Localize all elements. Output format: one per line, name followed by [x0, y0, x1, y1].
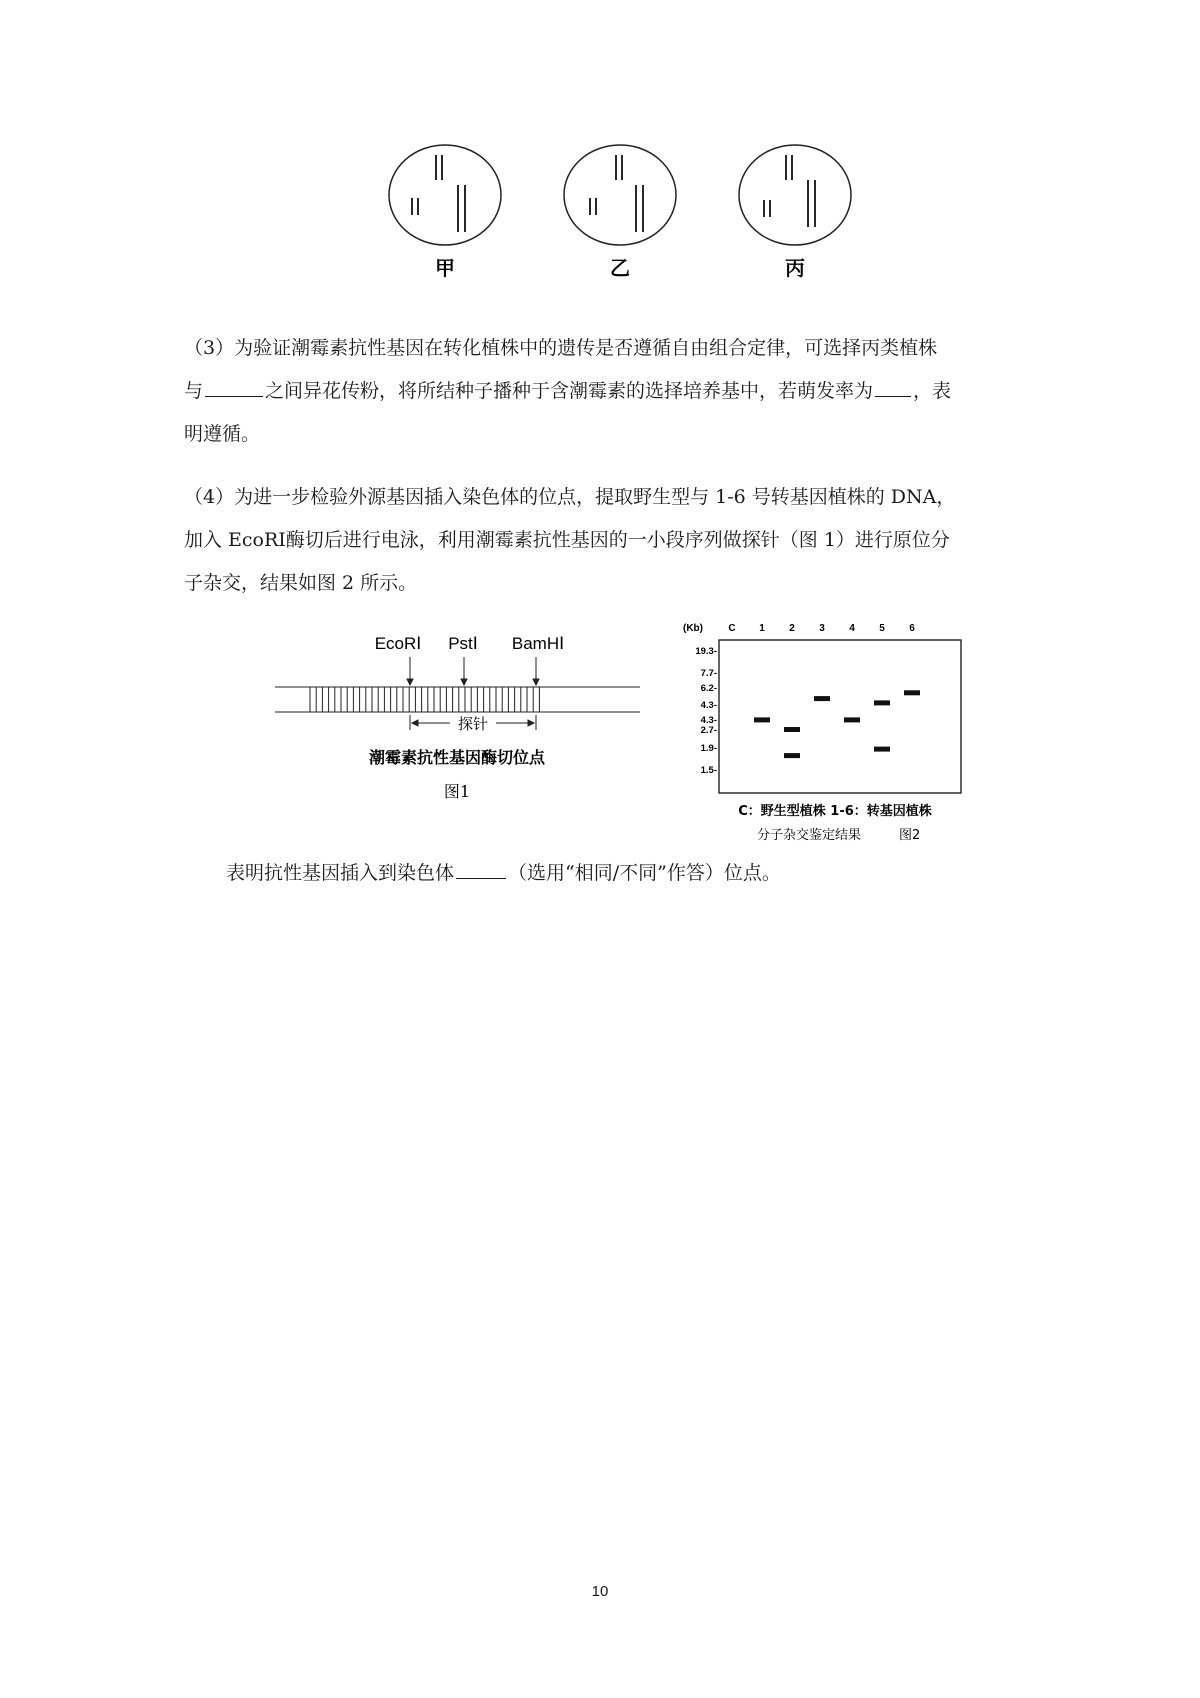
cell-jia-label: 甲 [435, 256, 455, 280]
enzyme-label-bamhi: BamHⅠ [511, 634, 565, 653]
size-marker-0: 19.3- [695, 646, 717, 657]
page-number: 10 [591, 1583, 609, 1600]
question-4-line-3: 子杂交，结果如图 2 所示。 [184, 572, 418, 594]
band-lane-6-7 [904, 690, 920, 695]
size-marker-1: 7.7- [700, 668, 717, 679]
figure-2-caption: 图2 [899, 828, 921, 843]
unit-label: (Kb) [683, 623, 703, 634]
answer-blank-germination-rate[interactable] [875, 377, 911, 397]
question-3-text-a: 与 [184, 380, 204, 402]
size-marker-5: 2.7- [700, 725, 717, 736]
size-marker-7: 1.5- [700, 765, 717, 776]
band-lane-5-6 [874, 747, 890, 752]
band-lane-2-2 [784, 753, 800, 758]
band-lane-4-4 [844, 717, 860, 722]
cell-bing [739, 145, 851, 280]
enzyme-label-psti: PstⅠ [448, 634, 478, 653]
band-lane-2-1 [784, 727, 800, 732]
answer-blank-insertion-site[interactable] [456, 859, 506, 879]
answer-line [226, 853, 1046, 893]
size-marker-4: 4.3- [700, 715, 717, 726]
lane-label-4: 4 [849, 623, 855, 634]
lane-label-1: 1 [759, 623, 765, 634]
cell-yi-chromosomes [590, 155, 643, 232]
size-markers [695, 646, 717, 776]
gel-bands [754, 690, 920, 758]
size-marker-2: 6.2- [700, 683, 717, 694]
gel-frame [719, 640, 961, 793]
lane-label-6: 6 [909, 623, 915, 634]
cell-yi [564, 145, 676, 280]
enzyme-label-ecori: EcoRⅠ [374, 634, 422, 653]
dna-strand [275, 687, 640, 712]
size-marker-6: 1.9- [700, 743, 717, 754]
figure-2-title: 分子杂交鉴定结果 [757, 828, 862, 843]
lane-labels [728, 623, 915, 634]
question-3-line-3: 明遵循。 [184, 423, 261, 445]
figure-1-title: 潮霉素抗性基因酶切位点 [368, 748, 546, 767]
band-lane-1-0 [754, 717, 770, 722]
figure-1 [270, 625, 650, 810]
question-3-text-c: ，表 [913, 380, 952, 402]
cell-jia [389, 145, 501, 280]
cell-jia-chromosomes [412, 155, 465, 232]
cell-bing-label: 丙 [785, 256, 805, 280]
cell-yi-outline [564, 145, 676, 245]
question-3-line-2 [184, 370, 1030, 413]
question-4-line-1: （4）为进一步检验外源基因插入染色体的位点，提取野生型与 1-6 号转基因植株的 DNA， [184, 486, 956, 508]
lane-label-5: 5 [879, 623, 885, 634]
lane-label-c: C [728, 623, 736, 634]
figure-2-legend: C：野生型植株 1-6：转基因植株 [738, 804, 932, 819]
probe-label: 探针 [457, 715, 489, 733]
figure-1-caption: 图1 [443, 782, 471, 801]
gene-region-rungs [310, 687, 539, 712]
question-3-text-b: 之间异花传粉，将所结种子播种于含潮霉素的选择培养基中，若萌发率为 [265, 380, 874, 402]
band-lane-3-3 [814, 696, 830, 701]
cell-jia-outline [389, 145, 501, 245]
lane-label-3: 3 [819, 623, 825, 634]
figure-2 [677, 615, 967, 845]
size-marker-3: 4.3- [700, 700, 717, 711]
band-lane-5-5 [874, 700, 890, 705]
lane-label-2: 2 [789, 623, 795, 634]
answer-text-a: 表明抗性基因插入到染色体 [226, 862, 455, 884]
answer-text-b: （选用“相同/不同”作答）位点。 [508, 862, 781, 884]
answer-blank-pollination[interactable] [205, 377, 263, 397]
question-4-line-2: 加入 EcoRⅠ酶切后进行电泳，利用潮霉素抗性基因的一小段序列做探针（图 1）进行原位分 [184, 529, 950, 551]
question-3 [184, 327, 1030, 456]
question-3-line-1: （3）为验证潮霉素抗性基因在转化植株中的遗传是否遵循自由组合定律，可选择丙类植株 [184, 337, 938, 359]
cell-bing-outline [739, 145, 851, 245]
cell-diagrams [380, 135, 860, 295]
cell-yi-label: 乙 [610, 256, 630, 280]
question-4 [184, 476, 1030, 605]
cell-bing-chromosomes [764, 155, 815, 227]
cut-site-arrows [407, 657, 539, 685]
